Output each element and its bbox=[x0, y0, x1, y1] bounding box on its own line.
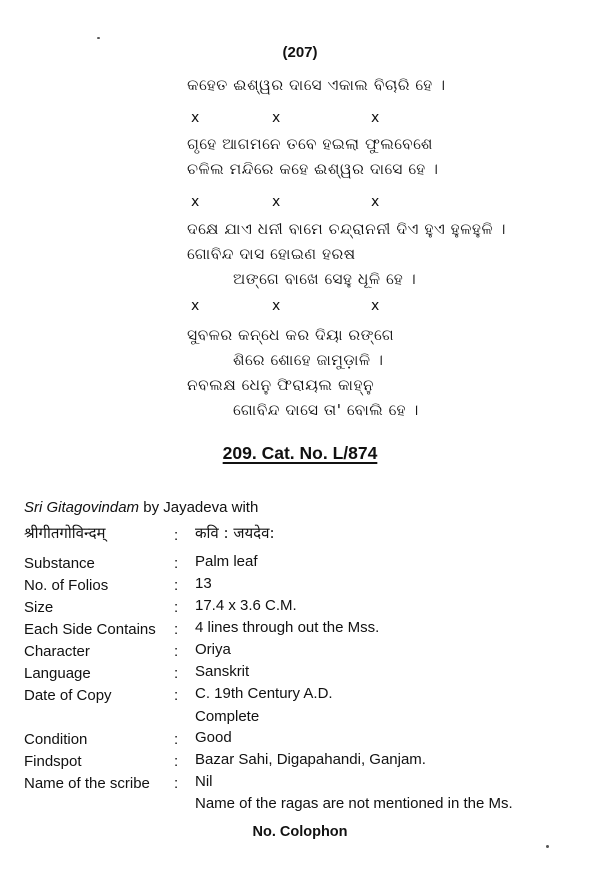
colon: : bbox=[174, 555, 179, 572]
field-label: No. of Folios bbox=[24, 577, 109, 594]
verse-line: ଶିରେ ଶୋହେ ଜାମୁଡ଼ାଳି । bbox=[233, 351, 384, 369]
colophon: No. Colophon bbox=[252, 824, 348, 840]
field-value: 17.4 x 3.6 C.M. bbox=[195, 597, 297, 614]
field-value: Sanskrit bbox=[195, 663, 250, 680]
field-label: Name of the scribe bbox=[24, 775, 150, 792]
scan-speck bbox=[546, 845, 549, 848]
page-number: (207) bbox=[282, 44, 318, 61]
field-label: Each Side Contains bbox=[24, 621, 156, 638]
colon: : bbox=[174, 753, 179, 770]
verse-line: ଚଳିଲ ମନ୍ଦିରେ କହେ ଈଶ୍ୱର ଦାସେ ହେ । bbox=[187, 160, 439, 178]
field-value: Bazar Sahi, Digapahandi, Ganjam. bbox=[195, 751, 426, 768]
field-value: Palm leaf bbox=[195, 553, 258, 570]
field-value: Good bbox=[195, 729, 232, 746]
colon: : bbox=[174, 687, 179, 704]
separator-x: x bbox=[371, 298, 380, 314]
field-value: Name of the ragas are not mentioned in the Ms. bbox=[195, 795, 513, 812]
verse-line: ଅଙ୍ଗେ ବାଖେ ସେହୁ ଧୂଳି ହେ । bbox=[233, 270, 417, 288]
verse-line: ଗୃହେ ଆଗମନେ ତବେ ହଇଲା ଫୁଲବେଶେ bbox=[187, 135, 433, 153]
field-value: Nil bbox=[195, 773, 213, 790]
separator-x: x bbox=[191, 194, 200, 210]
sanskrit-author: कवि : जयदेव: bbox=[195, 524, 275, 542]
separator-x: x bbox=[272, 110, 281, 126]
verse-line: ସୁବଳର କନ୍ଧେ କର ଦିୟା ରଙ୍ଗେ bbox=[187, 326, 395, 344]
verse-line: କହେତ ଈଶ୍ୱର ଦାସେ ଏକାଲ ବିଚାରି ହେ । bbox=[187, 76, 446, 94]
field-value: C. 19th Century A.D. bbox=[195, 685, 333, 702]
field-label: Findspot bbox=[24, 753, 82, 770]
field-label: Character bbox=[24, 643, 90, 660]
separator-x: x bbox=[272, 194, 281, 210]
separator-x: x bbox=[191, 298, 200, 314]
colon: : bbox=[174, 775, 179, 792]
field-label: Condition bbox=[24, 731, 88, 748]
catalogue-heading: 209. Cat. No. L/874 bbox=[222, 443, 378, 463]
colon: : bbox=[174, 577, 179, 594]
separator-x: x bbox=[272, 298, 281, 314]
field-value: Oriya bbox=[195, 641, 231, 658]
scan-speck bbox=[97, 37, 100, 39]
colon: : bbox=[174, 621, 179, 638]
colon: : bbox=[174, 643, 179, 660]
separator-x: x bbox=[191, 110, 200, 126]
field-label: Substance bbox=[24, 555, 95, 572]
field-value: Complete bbox=[195, 708, 260, 725]
field-label: Language bbox=[24, 665, 91, 682]
field-label: Date of Copy bbox=[24, 687, 112, 704]
verse-line: ଗୋବିନ୍ଦ ଦାସେ ତା' ବୋଲି ହେ । bbox=[233, 401, 419, 419]
colon: : bbox=[174, 599, 179, 616]
colon: : bbox=[174, 731, 179, 748]
colon: : bbox=[174, 527, 179, 544]
verse-line: ନବଲକ୍ଷ ଧେନୁ ଫିରାୟଲ କାହ୍ନୁ bbox=[187, 376, 375, 394]
field-label: Size bbox=[24, 599, 54, 616]
field-value: 4 lines through out the Mss. bbox=[195, 619, 380, 636]
verse-line: ଦକ୍ଷେ ଯାଏ ଧନୀ ବାମେ ଚନ୍ଦ୍ରାନନୀ ଦିଏ ହୁଏ ହୁଳହୁଳି । bbox=[187, 220, 507, 238]
manuscript-title: Sri Gitagovindam by Jayadeva with bbox=[24, 499, 259, 516]
field-value: 13 bbox=[195, 575, 212, 592]
colon: : bbox=[174, 665, 179, 682]
separator-x: x bbox=[371, 110, 380, 126]
sanskrit-title: श्रीगीतगोविन्दम् bbox=[24, 524, 106, 542]
separator-x: x bbox=[371, 194, 380, 210]
verse-line: ଗୋବିନ୍ଦ ଦାସ ହୋଇଣ ହରଷ bbox=[187, 245, 356, 263]
